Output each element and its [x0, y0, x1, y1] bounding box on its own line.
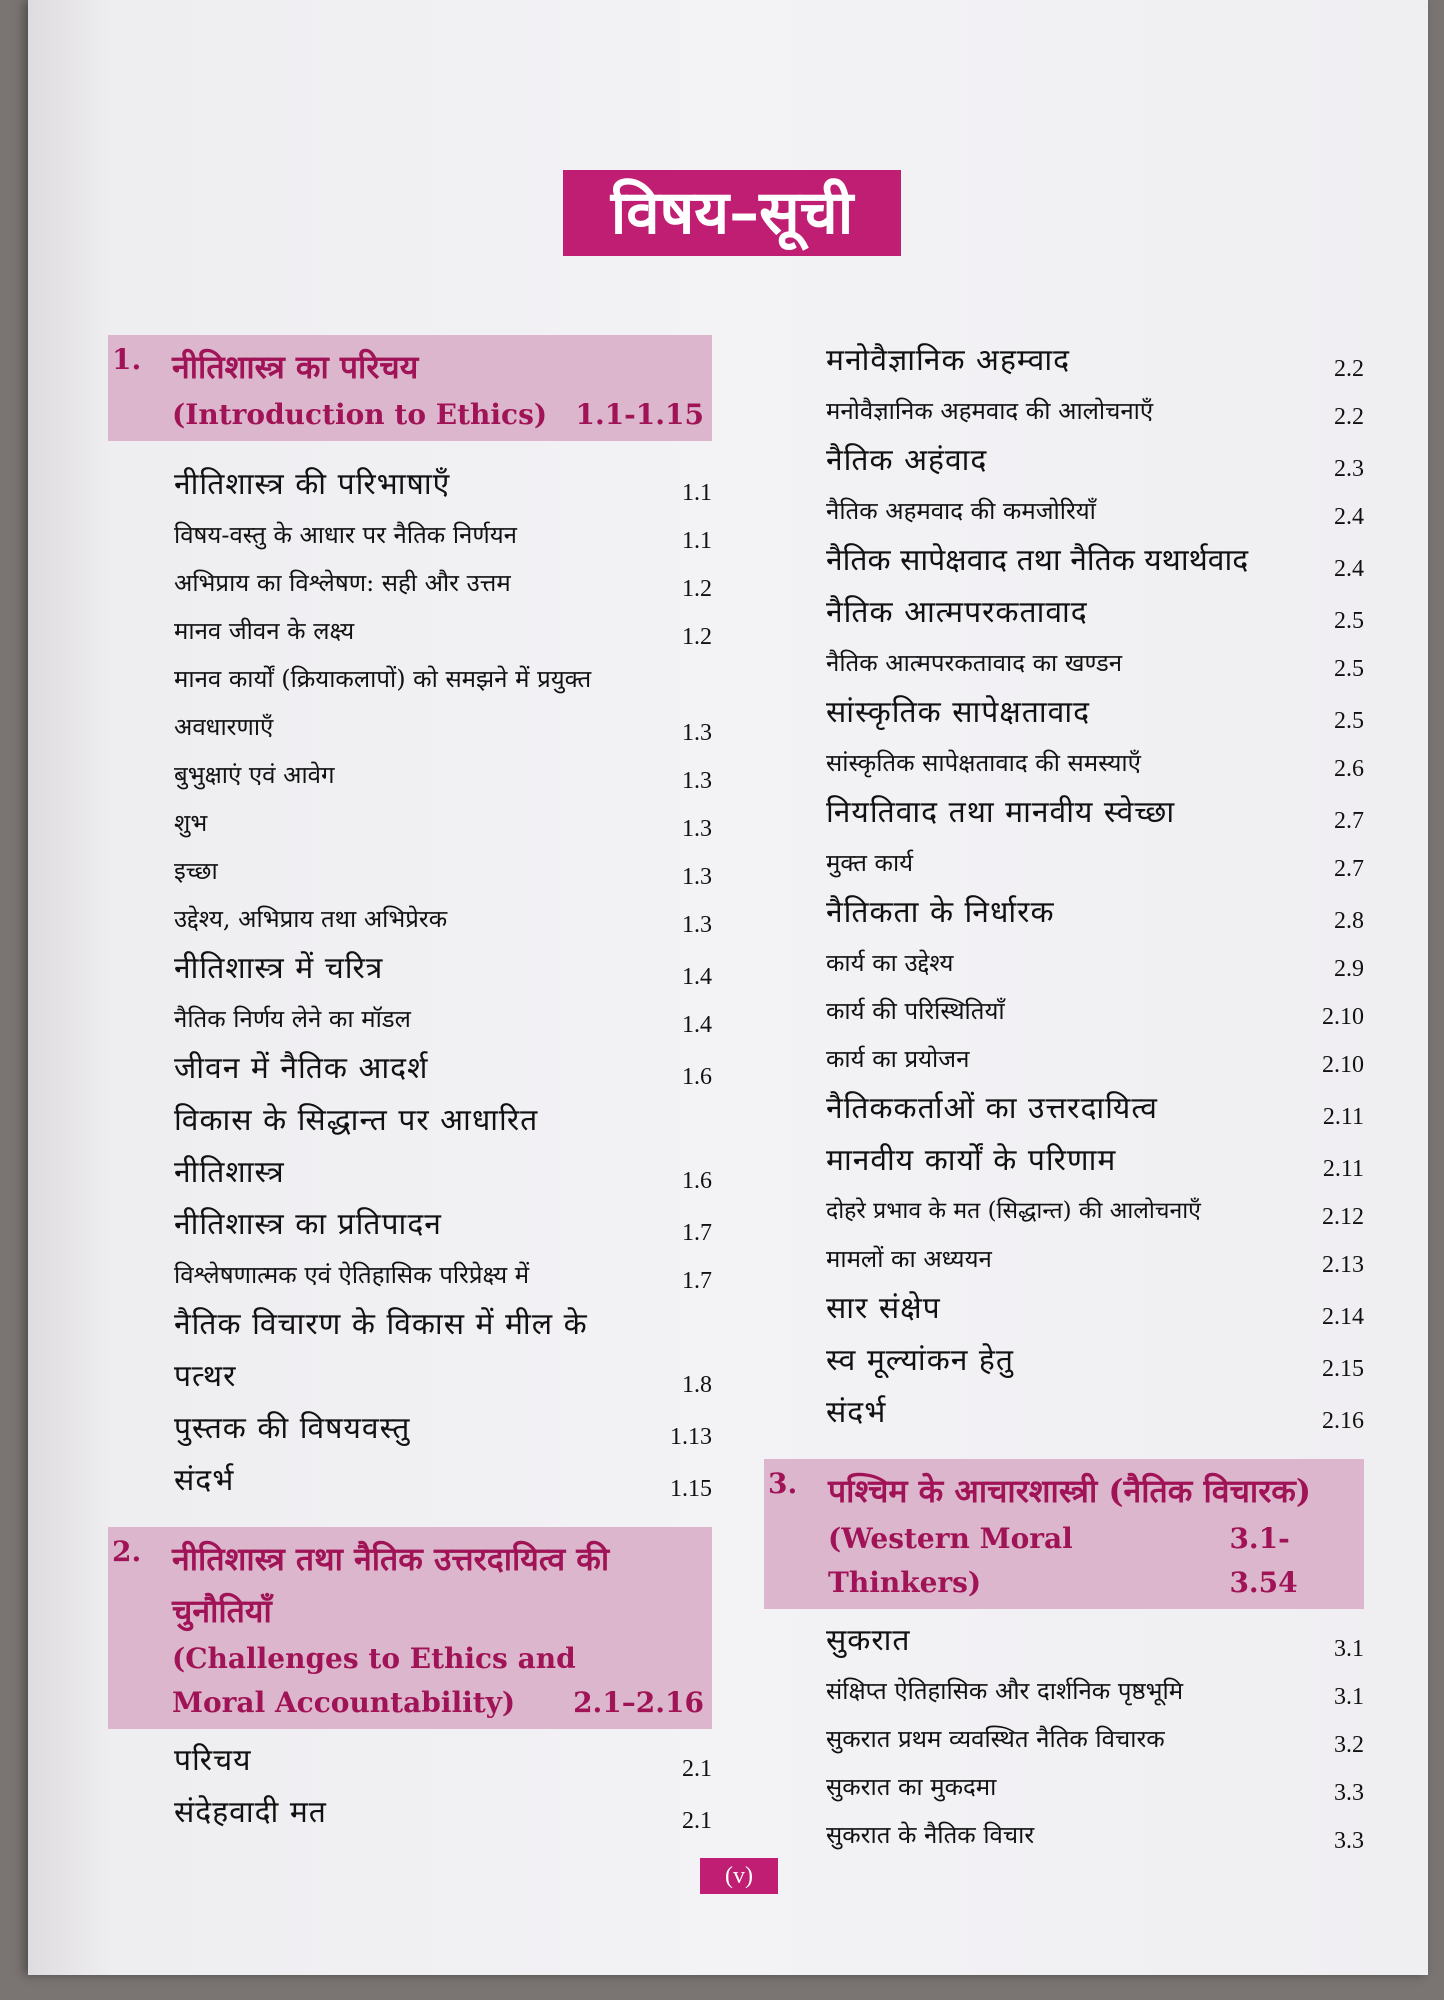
toc-entry-page: 2.7 [1334, 856, 1364, 882]
toc-entry [108, 655, 712, 703]
toc-entry-label: सार संक्षेप [826, 1291, 941, 1326]
chapter-subtitle-row [172, 1637, 712, 1681]
toc-entry [108, 799, 712, 847]
toc-entry-label: नैतिक अहंवाद [826, 443, 988, 478]
toc-entry-label: सुकरात के नैतिक विचार [826, 1821, 1035, 1849]
toc-entry-page: 2.12 [1322, 1204, 1364, 1230]
toc-entry-page: 1.7 [682, 1220, 712, 1246]
toc-entry-page: 3.3 [1334, 1828, 1364, 1854]
toc-entry-label: जीवन में नैतिक आदर्श [174, 1051, 429, 1086]
toc-entry-label: मानव कार्यों (क्रियाकलापों) को समझने में प्रयुक्त [174, 665, 592, 693]
left-column [108, 335, 712, 1839]
toc-entry-label: इच्छा [174, 857, 218, 885]
toc-entry-page: 2.13 [1322, 1252, 1364, 1278]
toc-entry-label: नैतिक विचारण के विकास में मील के [174, 1307, 588, 1342]
toc-entry-page: 1.15 [670, 1476, 712, 1502]
toc-entry [764, 387, 1364, 435]
toc-entry [764, 1335, 1364, 1387]
toc-entry [108, 895, 712, 943]
toc-entry [764, 1083, 1364, 1135]
chapter-title: नीतिशास्त्र तथा नैतिक उत्तरदायित्व की चुनौतियाँ [172, 1540, 610, 1630]
chapter-subtitle-row [828, 1517, 1364, 1605]
chapter-subtitle: (Challenges to Ethics and [172, 1642, 576, 1675]
toc-entry [108, 1199, 712, 1251]
toc-entry-label: नैतिक निर्णय लेने का मॉडल [174, 1005, 411, 1033]
toc-entry-label: विकास के सिद्धान्त पर आधारित [174, 1103, 539, 1138]
toc-entry-label: नीतिशास्त्र की परिभाषाएँ [174, 467, 451, 502]
chapter-pages: 1.1-1.15 [575, 398, 704, 431]
toc-entry-page: 3.1 [1334, 1684, 1364, 1710]
toc-entry [764, 1283, 1364, 1335]
toc-entry-page: 2.4 [1334, 504, 1364, 530]
toc-entry-page: 1.4 [682, 964, 712, 990]
chapter-3-header [764, 1459, 1364, 1609]
toc-entry-page: 2.3 [1334, 456, 1364, 482]
toc-entry-label: सुकरात का मुकदमा [826, 1773, 997, 1801]
toc-entry-label: नीतिशास्त्र का प्रतिपादन [174, 1207, 442, 1242]
toc-entry-label: नैतिक सापेक्षवाद तथा नैतिक यथार्थवाद [826, 543, 1249, 578]
chapter-subtitle-row [172, 1681, 712, 1725]
toc-entry-page: 1.8 [682, 1372, 712, 1398]
chapter-number: 1. [112, 343, 142, 376]
toc-entry [764, 739, 1364, 787]
toc-entry-page: 1.2 [682, 576, 712, 602]
toc-entry-page: 2.5 [1334, 708, 1364, 734]
toc-entry [764, 1235, 1364, 1283]
toc-entry [108, 1095, 712, 1147]
toc-entry [764, 687, 1364, 739]
toc-entry-page: 2.9 [1334, 956, 1364, 982]
toc-entry-page: 1.6 [682, 1064, 712, 1090]
chapter-subtitle: (Western Moral Thinkers) [828, 1522, 1073, 1599]
toc-entry-page: 1.3 [682, 816, 712, 842]
toc-entry-label: नैतिक आत्मपरकतावाद [826, 595, 1088, 630]
right-column [764, 335, 1364, 1859]
toc-entry [108, 943, 712, 995]
toc-entry [764, 987, 1364, 1035]
toc-entry-page [624, 699, 712, 703]
toc-entry-page: 1.7 [682, 1268, 712, 1294]
toc-entry [764, 487, 1364, 535]
toc-entry-label: नैतिककर्ताओं का उत्तरदायित्व [826, 1091, 1158, 1126]
toc-entry-page: 3.3 [1334, 1780, 1364, 1806]
toc-entry-label: स्व मूल्यांकन हेतु [826, 1343, 1014, 1378]
toc-entry [764, 335, 1364, 387]
toc-entry-page: 2.1 [682, 1756, 712, 1782]
toc-entry-label: मनोवैज्ञानिक अहम्वाद [826, 343, 1071, 378]
toc-entry-label: नीतिशास्त्र [174, 1155, 285, 1190]
chapter-subtitle: (Introduction to Ethics) [172, 398, 548, 431]
toc-entry-page: 2.7 [1334, 808, 1364, 834]
toc-entry-page: 1.1 [682, 528, 712, 554]
toc-entry-page: 2.5 [1334, 608, 1364, 634]
chapter-title: पश्चिम के आचारशास्त्री (नैतिक विचारक) [828, 1472, 1312, 1510]
toc-entry-label: उद्देश्य, अभिप्राय तथा अभिप्रेरक [174, 905, 448, 933]
toc-entry [108, 607, 712, 655]
toc-entry [108, 459, 712, 511]
chapter-number: 3. [768, 1467, 798, 1500]
toc-entry [764, 839, 1364, 887]
toc-entry-page: 3.2 [1334, 1732, 1364, 1758]
toc-entry [764, 1035, 1364, 1083]
toc-entry-page: 2.16 [1322, 1408, 1364, 1434]
toc-entry-label: दोहरे प्रभाव के मत (सिद्धान्त) की आलोचनाएँ [826, 1198, 1201, 1224]
toc-entry [764, 787, 1364, 839]
toc-entry [764, 1715, 1364, 1763]
toc-entry-label: कार्य का उद्देश्य [826, 949, 954, 977]
toc-entry-label: नियतिवाद तथा मानवीय स्वेच्छा [826, 795, 1176, 830]
toc-entry-label: मानवीय कार्यों के परिणाम [826, 1143, 1117, 1178]
toc-entry-label: मानव जीवन के लक्ष्य [174, 617, 355, 645]
toc-entry-page: 2.14 [1322, 1304, 1364, 1330]
toc-entry-label: मामलों का अध्ययन [826, 1245, 992, 1273]
toc-entry [764, 1667, 1364, 1715]
toc-entry [108, 995, 712, 1043]
toc-entry-label: नैतिक आत्मपरकतावाद का खण्डन [826, 649, 1123, 677]
toc-entry [108, 1403, 712, 1455]
toc-entry-label: नैतिकता के निर्धारक [826, 895, 1055, 930]
book-page [28, 0, 1428, 1975]
toc-entry [764, 1187, 1364, 1235]
toc-entry [764, 435, 1364, 487]
chapter-number: 2. [112, 1535, 142, 1568]
toc-entry-label: परिचय [174, 1743, 252, 1778]
chapter-title: नीतिशास्त्र का परिचय [172, 348, 419, 386]
toc-entry-page: 2.8 [1334, 908, 1364, 934]
toc-entry-label: संदर्भ [826, 1395, 887, 1430]
toc-entry-label: मनोवैज्ञानिक अहमवाद की आलोचनाएँ [826, 397, 1154, 425]
toc-entry-page: 3.1 [1334, 1636, 1364, 1662]
toc-entry-label: मुक्त कार्य [826, 849, 914, 877]
toc-entry [108, 751, 712, 799]
toc-entry [108, 847, 712, 895]
chapter-pages: 2.1–2.16 [573, 1686, 704, 1719]
toc-entry-label: संदर्भ [174, 1463, 235, 1498]
toc-entry-label: विश्लेषणात्मक एवं ऐतिहासिक परिप्रेक्ष्य में [174, 1261, 530, 1289]
toc-entry-label: सुकरात [826, 1623, 911, 1658]
toc-entry-page: 2.1 [682, 1808, 712, 1834]
toc-entry [108, 703, 712, 751]
toc-entry-page: 1.6 [682, 1168, 712, 1194]
toc-entry [764, 1615, 1364, 1667]
toc-entry [764, 1811, 1364, 1859]
toc-entry-label: पुस्तक की विषयवस्तु [174, 1411, 411, 1446]
toc-entry [764, 939, 1364, 987]
toc-entry-label: बुभुक्षाएं एवं आवेग [174, 761, 335, 789]
chapter-2-header [108, 1527, 712, 1729]
toc-entry-label: सुकरात प्रथम व्यवस्थित नैतिक विचारक [826, 1725, 1165, 1753]
toc-entry-page [624, 1143, 712, 1147]
toc-entry-page: 2.10 [1322, 1004, 1364, 1030]
toc-entry [108, 1299, 712, 1351]
toc-entry-label: नीतिशास्त्र में चरित्र [174, 951, 384, 986]
toc-entry-page [624, 1347, 712, 1351]
toc-entry-page: 1.1 [682, 480, 712, 506]
toc-entry-page: 2.4 [1334, 556, 1364, 582]
page-number: (v) [700, 1858, 778, 1894]
toc-entry [764, 1387, 1364, 1439]
toc-entry-page: 2.11 [1322, 1156, 1364, 1182]
chapter-1-header [108, 335, 712, 441]
toc-entry-page: 2.6 [1334, 756, 1364, 782]
toc-entry-label: अवधारणाएँ [174, 713, 274, 741]
toc-entry [108, 1251, 712, 1299]
toc-entry-label: अभिप्राय का विश्लेषण: सही और उत्तम [174, 569, 511, 597]
chapter-pages: 3.1-3.54 [1229, 1522, 1298, 1599]
toc-entry-label: संदेहवादी मत [174, 1795, 327, 1830]
toc-entry-page: 1.4 [682, 1012, 712, 1038]
toc-entry-label: नैतिक अहमवाद की कमजोरियाँ [826, 497, 1096, 525]
toc-entry-label: कार्य की परिस्थितियाँ [826, 997, 1005, 1025]
toc-entry [764, 639, 1364, 687]
toc-entry [108, 1735, 712, 1787]
toc-entry-page: 2.2 [1334, 404, 1364, 430]
toc-entry [108, 1043, 712, 1095]
toc-entry-page: 1.3 [682, 768, 712, 794]
toc-entry-label: संक्षिप्त ऐतिहासिक और दार्शनिक पृष्ठभूमि [826, 1677, 1184, 1705]
toc-entry-label: पत्थर [174, 1359, 237, 1394]
toc-entry [764, 887, 1364, 939]
toc-entry [108, 1455, 712, 1507]
toc-entry-page: 2.2 [1334, 356, 1364, 382]
toc-entry-page: 2.15 [1322, 1356, 1364, 1382]
toc-entry-page: 1.2 [682, 624, 712, 650]
toc-entry-page: 2.5 [1334, 656, 1364, 682]
toc-entry-page: 1.3 [682, 912, 712, 938]
toc-entry-label: सांस्कृतिक सापेक्षतावाद [826, 695, 1091, 730]
toc-entry-label: शुभ [174, 809, 208, 837]
toc-entry-page: 1.3 [682, 720, 712, 746]
toc-entry [108, 1147, 712, 1199]
toc-entry-page: 1.3 [682, 864, 712, 890]
toc-entry [764, 1135, 1364, 1187]
page-title: विषय–सूची [563, 170, 901, 256]
toc-entry [108, 1787, 712, 1839]
chapter-subtitle-row [172, 393, 712, 437]
toc-entry [108, 511, 712, 559]
toc-entry-page: 2.10 [1322, 1052, 1364, 1078]
toc-entry-label: सांस्कृतिक सापेक्षतावाद की समस्याएँ [826, 749, 1141, 777]
toc-entry [764, 535, 1364, 587]
toc-entry [108, 1351, 712, 1403]
toc-entry [108, 559, 712, 607]
toc-entry [764, 587, 1364, 639]
toc-entry-page: 1.13 [670, 1424, 712, 1450]
toc-entry [764, 1763, 1364, 1811]
toc-entry-label: कार्य का प्रयोजन [826, 1045, 970, 1073]
chapter-subtitle: Moral Accountability) [172, 1686, 516, 1719]
toc-entry-label: विषय-वस्तु के आधार पर नैतिक निर्णयन [174, 521, 517, 549]
toc-entry-page: 2.11 [1322, 1104, 1364, 1130]
